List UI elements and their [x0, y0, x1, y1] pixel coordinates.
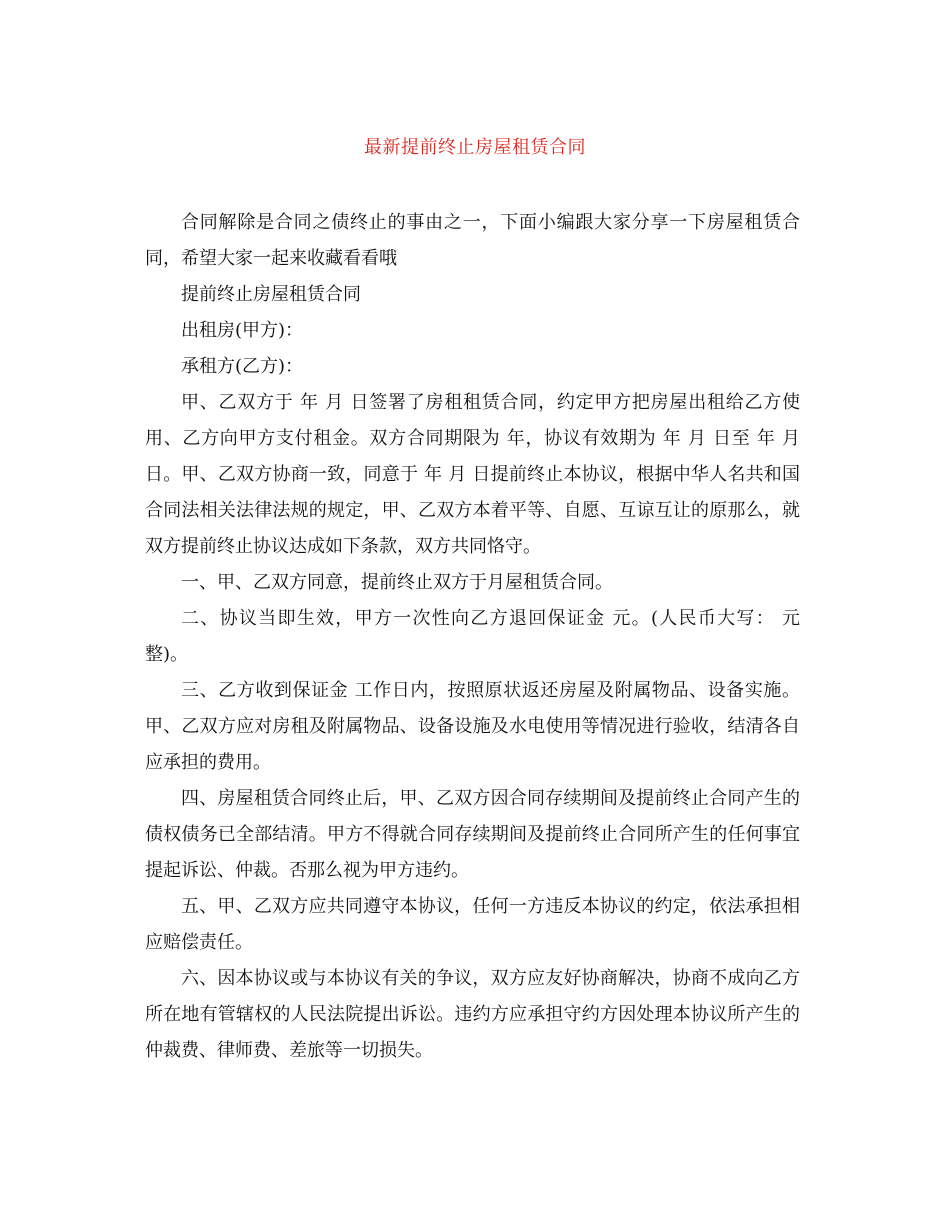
clause-4: 四、房屋租赁合同终止后，甲、乙双方因合同存续期间及提前终止合同产生的债权债务已全部结清。甲方不得就合同存续期间及提前终止合同所产生的任何事宜提起诉讼、仲裁。否那么视为甲方违约。	[145, 788, 800, 881]
clause-5: 五、甲、乙双方应共同遵守本协议，任何一方违反本协议的约定，依法承担相应赔偿责任。	[145, 896, 800, 953]
document-body	[145, 205, 800, 1069]
intro-paragraph: 合同解除是合同之债终止的事由之一，下面小编跟大家分享一下房屋租赁合同，希望大家一起来收藏看看哦	[145, 212, 800, 269]
lessor-line: 出租房(甲方)：	[181, 320, 304, 341]
clause-6: 六、因本协议或与本协议有关的争议，双方应友好协商解决，协商不成向乙方所在地有管辖权的人民法院提出诉讼。违约方应承担守约方因处理本协议所产生的仲裁费、律师费、差旅等一切损失。	[145, 968, 800, 1061]
clause-1: 一、甲、乙双方同意，提前终止双方于月屋租赁合同。	[181, 572, 613, 593]
document-title: 最新提前终止房屋租赁合同	[364, 137, 586, 158]
clause-3: 三、乙方收到保证金 工作日内，按照原状返还房屋及附属物品、设备实施。甲、乙双方应对房租及附属物品、设备设施及水电使用等情况进行验收，结清各自应承担的费用。	[145, 680, 800, 773]
lessee-line: 承租方(乙方)：	[181, 356, 304, 377]
contract-heading: 提前终止房屋租赁合同	[181, 284, 361, 305]
clause-2: 二、协议当即生效，甲方一次性向乙方退回保证金 元。(人民币大写： 元整)。	[145, 608, 800, 665]
preamble-paragraph: 甲、乙双方于 年 月 日签署了房租租赁合同，约定甲方把房屋出租给乙方使用、乙方向甲方支付租金。双方合同期限为 年，协议有效期为 年 月 日至 年 月日。甲、乙双方协商一致，同意于 年 月 日提前终止本协议，根据中华人名共和国合同法相关法律法规的规定，甲、乙双方本着平等、自愿、互谅互让的原那么，就双方提前终止协议达成如下条款，双方共同恪守。	[145, 392, 800, 557]
